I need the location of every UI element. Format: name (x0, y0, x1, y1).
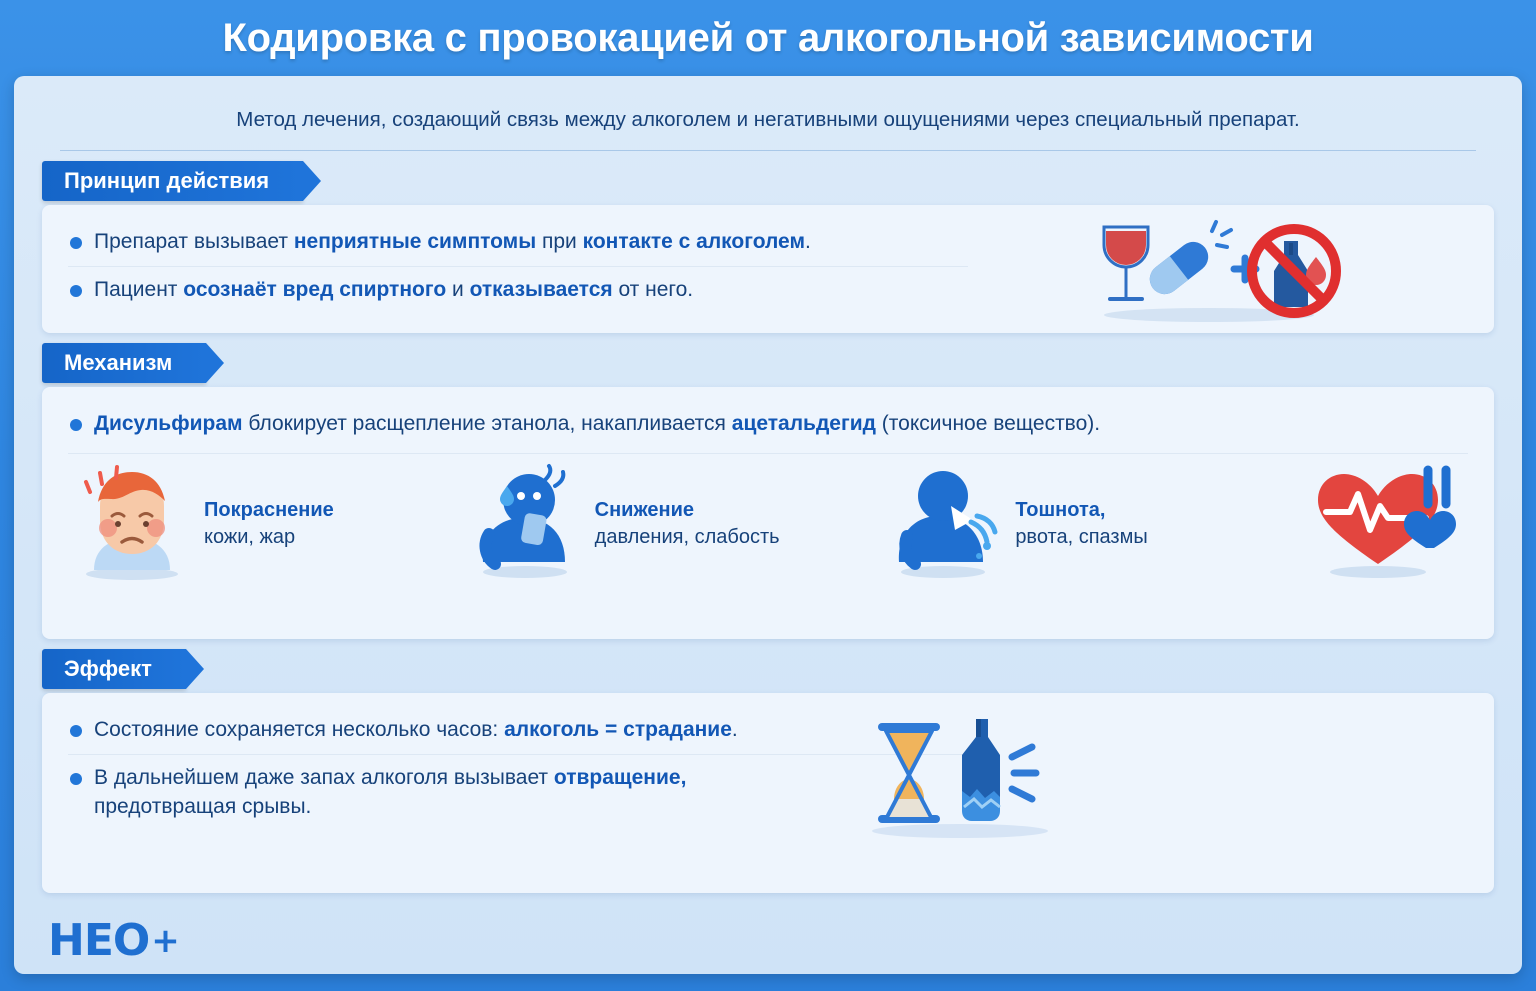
bullet-dot-icon (70, 419, 82, 431)
bullet-dot-icon (70, 285, 82, 297)
symptom-row (68, 462, 1468, 587)
page-title: Кодировка с провокацией от алкогольной зависимости (222, 15, 1314, 60)
bullet-text: Дисульфирам блокирует расщепление этанола, накапливается ацетальдегид (токсичное вещество). (94, 412, 1101, 435)
section-effect (42, 649, 1494, 893)
title-bar (14, 0, 1522, 76)
symptom-item (1284, 462, 1464, 587)
bullet-text: В дальнейшем даже запах алкоголя вызывает отвращение, предотвращая срывы. (94, 765, 687, 818)
person-dizzy-icon (463, 462, 583, 587)
symptom-item (463, 462, 823, 587)
heart-pulse-icon (1304, 462, 1464, 587)
section-header (42, 161, 1494, 201)
hourglass-broken-bottle-icon (864, 711, 1064, 846)
logo-text: HEO (48, 915, 150, 966)
bullet-text: Пациент осознаёт вред спиртного и отказывается от него. (94, 277, 694, 301)
bullet-list (68, 707, 968, 831)
header-rule (42, 668, 1494, 670)
intro-text: Метод лечения, создающий связь между алкоголем и негативными ощущениями через специальный препарат. (60, 94, 1476, 151)
symptom-item (72, 462, 402, 587)
bullet-dot-icon (70, 725, 82, 737)
list-item (68, 219, 968, 266)
symptom-label: Снижение давления, слабость (594, 499, 780, 549)
content-board (14, 76, 1522, 974)
symptom-label: Тошнота, рвота, спазмы (1015, 499, 1148, 549)
section-tag-label: Механизм (42, 343, 206, 383)
bullet-list (68, 219, 968, 314)
section-tag-label: Принцип действия (42, 161, 303, 201)
header-rule (42, 362, 1494, 364)
symptom-item (883, 462, 1223, 587)
logo-plus-icon: + (151, 920, 179, 961)
section-header (42, 343, 1494, 383)
person-vomiting-icon (883, 462, 1003, 587)
bullet-text: Состояние сохраняется несколько часов: алкоголь = страдание. (94, 718, 738, 741)
section-header (42, 649, 1494, 689)
bullet-dot-icon (70, 773, 82, 785)
list-item (68, 754, 968, 831)
section-panel (42, 387, 1494, 639)
list-item (68, 401, 1468, 454)
face-flushed-icon (72, 462, 192, 587)
section-mechanism (42, 343, 1494, 639)
section-panel (42, 205, 1494, 333)
bullet-dot-icon (70, 237, 82, 249)
list-item (68, 707, 968, 754)
bullet-text: Препарат вызывает неприятные симптомы при контакте с алкоголем. (94, 230, 811, 253)
section-principle (42, 161, 1494, 333)
section-tag-label: Эффект (42, 649, 186, 689)
brand-logo (48, 915, 179, 966)
section-panel (42, 693, 1494, 893)
list-item (68, 266, 968, 314)
wine-glass-pill-no-alcohol-icon (1084, 213, 1344, 328)
symptom-label: Покраснение кожи, жар (204, 499, 334, 549)
